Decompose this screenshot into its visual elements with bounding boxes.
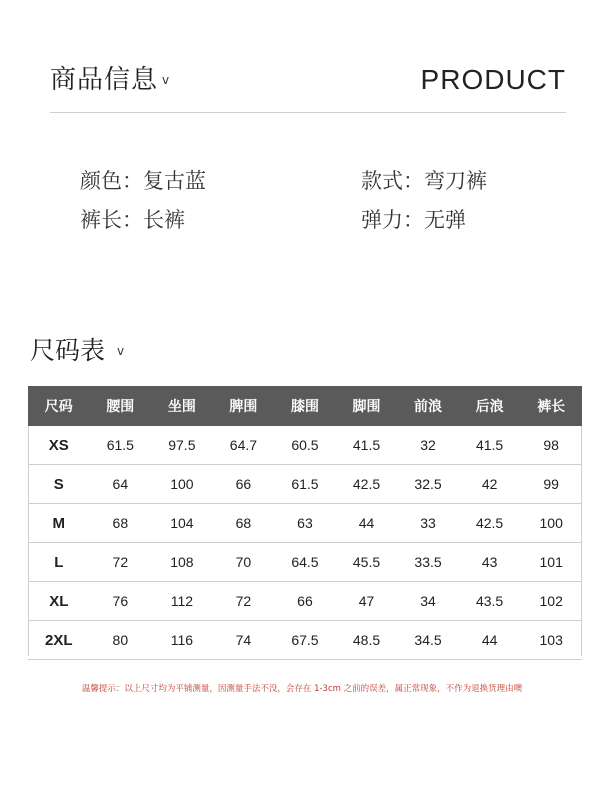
table-cell: 76 [90,582,152,621]
table-cell: 61.5 [274,465,336,504]
product-info-title-text: 商品信息 [50,65,159,95]
table-cell: 32.5 [397,465,459,504]
product-label: PRODUCT [420,64,566,95]
table-cell: 34.5 [397,621,459,660]
table-cell: 97.5 [151,426,213,465]
table-cell: 67.5 [274,621,336,660]
table-row [28,426,582,465]
table-cell: 100 [520,504,582,543]
attribute-length [80,205,185,235]
size-cell: XS [28,426,90,465]
size-chart-table [28,386,582,660]
table-row [28,582,582,621]
table-row [28,543,582,582]
column-header: 腰围 [106,399,135,415]
size-chart-title-text: 尺码表 [30,336,106,365]
table-cell: 70 [213,543,275,582]
table-cell: 32 [397,426,459,465]
column-header: 裤长 [537,399,566,415]
chevron-down-icon[interactable]: v [162,73,171,87]
attribute-value: 复古蓝 [143,169,206,193]
attribute-value: 长裤 [143,208,185,232]
column-header: 后浪 [475,399,504,415]
column-header: 脚围 [352,399,381,415]
table-cell: 68 [213,504,275,543]
column-header: 前浪 [414,399,443,415]
table-cell: 33.5 [397,543,459,582]
table-cell: 48.5 [336,621,398,660]
column-header: 膝围 [290,399,319,415]
size-cell: L [28,543,90,582]
table-cell: 99 [520,465,582,504]
measurement-note: 温馨提示：以上尺寸均为平铺测量，因测量手法不没，会存在 1-3cm 之前的误差，属正常现象，不作为退换货理由噢 [81,684,523,694]
table-cell: 64 [90,465,152,504]
product-info-title[interactable] [50,62,170,98]
table-row [28,504,582,543]
table-cell: 44 [336,504,398,543]
attribute-value: 无弹 [424,208,466,232]
table-cell: 80 [90,621,152,660]
product-info-header [50,62,566,98]
table-cell: 64.5 [274,543,336,582]
table-cell: 66 [274,582,336,621]
table-cell: 112 [151,582,213,621]
size-cell: 2XL [28,621,90,660]
table-cell: 44 [459,621,521,660]
table-cell: 98 [520,426,582,465]
header-divider [50,112,566,113]
table-cell: 60.5 [274,426,336,465]
table-cell: 72 [90,543,152,582]
table-cell: 45.5 [336,543,398,582]
table-cell: 102 [520,582,582,621]
attribute-label: 颜色： [80,169,143,193]
table-cell: 43 [459,543,521,582]
column-header: 坐围 [167,399,196,415]
attribute-label: 款式： [361,169,424,193]
table-header-row [28,386,582,426]
size-cell: M [28,504,90,543]
chevron-down-icon[interactable]: v [117,344,125,358]
column-header: 尺码 [44,399,73,415]
table-cell: 72 [213,582,275,621]
table-cell: 34 [397,582,459,621]
table-cell: 42.5 [459,504,521,543]
table-cell: 61.5 [90,426,152,465]
table-cell: 42 [459,465,521,504]
table-cell: 68 [90,504,152,543]
table-cell: 63 [274,504,336,543]
table-row [28,621,582,660]
table-cell: 116 [151,621,213,660]
size-chart-title[interactable] [30,334,124,368]
table-row [28,465,582,504]
table-cell: 33 [397,504,459,543]
attribute-color [80,166,206,196]
table-cell: 101 [520,543,582,582]
table-cell: 64.7 [213,426,275,465]
attribute-label: 裤长： [80,208,143,232]
table-cell: 108 [151,543,213,582]
attribute-stretch [361,205,466,235]
table-cell: 43.5 [459,582,521,621]
attribute-style [361,166,487,196]
table-cell: 42.5 [336,465,398,504]
table-cell: 47 [336,582,398,621]
table-cell: 103 [520,621,582,660]
attribute-value: 弯刀裤 [424,169,487,193]
size-cell: XL [28,582,90,621]
table-cell: 74 [213,621,275,660]
table-cell: 66 [213,465,275,504]
table-cell: 104 [151,504,213,543]
size-cell: S [28,465,90,504]
attribute-label: 弹力： [361,208,424,232]
table-cell: 41.5 [336,426,398,465]
table-cell: 41.5 [459,426,521,465]
table-cell: 100 [151,465,213,504]
column-header: 脾围 [229,399,258,415]
